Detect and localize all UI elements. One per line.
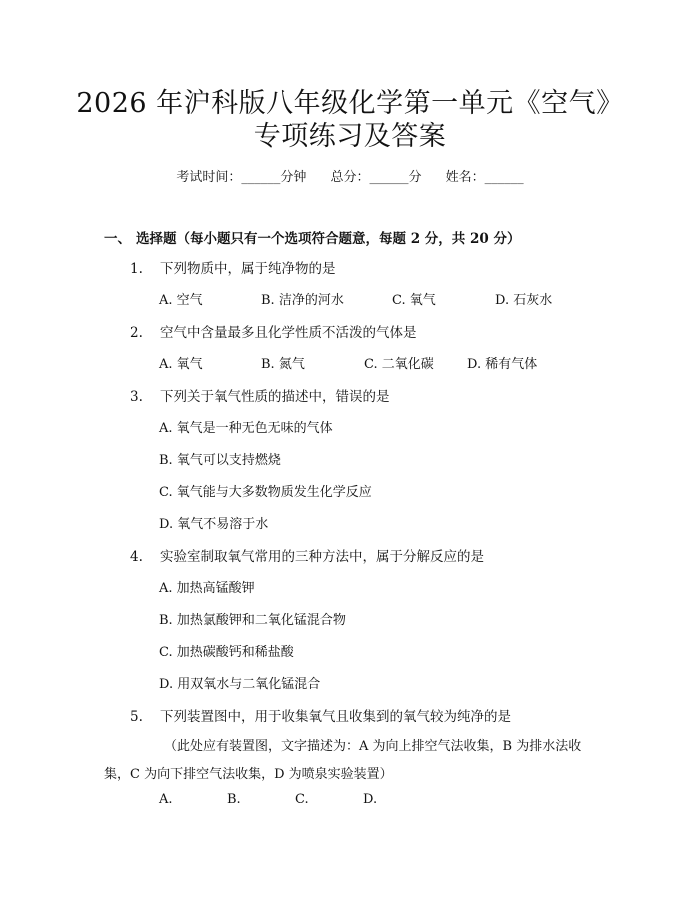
option-4b: B. 加热氯酸钾和二氧化锰混合物: [159, 613, 346, 628]
option-2d: D. 稀有气体: [467, 357, 538, 372]
option-2c: C. 二氧化碳: [364, 357, 434, 372]
question-number: 4.: [130, 549, 143, 565]
question-number: 3.: [130, 389, 143, 405]
exam-time-field: 考试时间：______分钟: [176, 170, 307, 185]
question-text: 实验室制取氧气常用的三种方法中，属于分解反应的是: [160, 549, 484, 565]
option-5d: D.: [363, 792, 378, 807]
total-score-field: 总分：______分: [330, 170, 422, 185]
section-title: 选择题（每小题只有一个选项符合题意，每题 2 分，共 20 分）: [136, 231, 521, 247]
document-title-line-1: 2026 年沪科版八年级化学第一单元《空气》: [76, 88, 624, 119]
question-number: 5.: [130, 709, 143, 725]
section-number: 一、: [104, 231, 131, 247]
option-3d: D. 氧气不易溶于水: [159, 517, 269, 532]
option-4a: A. 加热高锰酸钾: [159, 581, 255, 596]
option-5c: C.: [295, 792, 309, 807]
question-text: 下列关于氧气性质的描述中，错误的是: [160, 389, 390, 405]
option-3a: A. 氧气是一种无色无味的气体: [159, 421, 333, 436]
question-text: 空气中含量最多且化学性质不活泼的气体是: [160, 325, 417, 341]
question-number: 2.: [130, 325, 143, 341]
question-5: [130, 707, 511, 727]
question-4: [130, 547, 484, 567]
option-2b: B. 氮气: [261, 357, 305, 372]
option-1b: B. 洁净的河水: [261, 293, 344, 308]
question-2: [130, 323, 417, 343]
apparatus-description: （此处应有装置图，文字描述为：A 为向上排空气法收集，B 为排水法收集，C 为向下排空气法收集，D 为喷泉实验装置）: [104, 739, 582, 782]
option-1a: A. 空气: [159, 293, 203, 308]
document-title-line-2: 专项练习及答案: [253, 121, 447, 152]
question-text: 下列物质中，属于纯净物的是: [160, 261, 336, 277]
option-1c: C. 氧气: [392, 293, 436, 308]
question-3: [130, 387, 390, 407]
option-4c: C. 加热碳酸钙和稀盐酸: [159, 645, 294, 660]
option-1d: D. 石灰水: [495, 293, 553, 308]
section-heading: [104, 229, 520, 249]
student-name-field: 姓名：______: [445, 170, 524, 185]
option-5b: B.: [227, 792, 241, 807]
option-4d: D. 用双氧水与二氧化锰混合: [159, 677, 321, 692]
question-text: 下列装置图中，用于收集氧气且收集到的氧气较为纯净的是: [160, 709, 511, 725]
option-2a: A. 氧气: [159, 357, 203, 372]
question-number: 1.: [130, 261, 143, 277]
question-1: [130, 259, 336, 279]
exam-info: [0, 168, 700, 188]
option-3c: C. 氧气能与大多数物质发生化学反应: [159, 485, 372, 500]
option-3b: B. 氧气可以支持燃烧: [159, 453, 281, 468]
option-5a: A.: [159, 792, 173, 807]
